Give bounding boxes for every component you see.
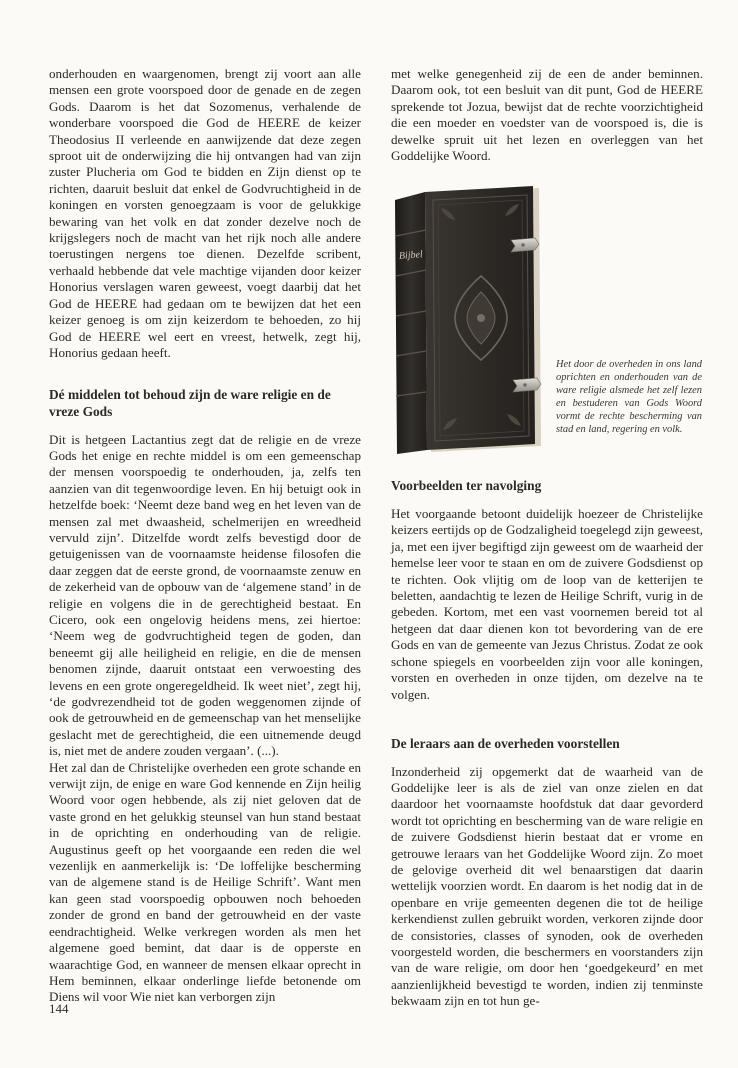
spine-title: Bijbel [398,249,424,262]
left-paragraph-1: onderhouden en waargenomen, brengt zij voort aan alle mensen een grote voorspoed door de genade en de zegen Gods. Daarom is het dat Sozomenus, verhalende de wonderbare voorspoed die God de HEERE de keizer Theodosius II verleende en aanwijzende dat deze zegen sproot uit de onderwijzing die hij ontvangen had van zijn zuster Plucheria om God te bidden en Zijn dienst op te richten, daaruit besluit dat enkel de Godvruchtigheid in de koningen en vorsten genoegzaam is voor de gelukkige bewaring van het volk en dat zonder dezelve noch de krijgslegers noch de macht van het rijk noch alle andere toerustingen nergens toe dienen. Dezelfde scribent, verhaald hebbende dat vele machtige vijanden door keizer Honorius verslagen waren geweest, voegt daarbij dat het God de HEERE had gedaan om te bewijzen dat het een keizer genoeg is om zijn keizerdom te behoeden, zo hij God de HEERE wel eert en vreest, hetwelk, zegt hij, Honorius gedaan heeft. [49,66,361,360]
clasp-top [511,238,539,252]
section-heading-ware-religie: Dé middelen tot behoud zijn de ware religie en de vreze Gods [49,387,331,419]
right-paragraph-3: Inzonderheid zij opgemerkt dat de waarheid van de Goddelijke leer is als de ziel van onze zielen en dat daardoor het voornaamste hoofdstuk dat daar gevorderd wordt tot oprichting en bescherming van de ware religie en de zuivere Godsdienst hierin bestaat dat er vrome en getrouwe leraars van het Goddelijke Woord zijn. Zo moet de gelovige overheid dit wel benaarstigen dat daarin wettelijk voorzien wordt. En daarom is het nodig dat in de openbare en vrije gemeenten degenen die tot de heilige kerkendienst zullen gebruikt worden, verkoren zijnde door de consistories, classes of synoden, ook de overheden voorgesteld worden, die beschermers en voorstanders zijn van de ware religie, om door hen ‘goedgekeurd’ en met aanzienlijkheid bevestigd te worden, indien zij tenminste bekwaam zijn en tot hun ge- [391,763,703,1009]
right-paragraph-2: Het voorgaande betoont duidelijk hoezeer de Christelijke keizers eertijds op de Godzaligheid toegelegd zijn geweest, ja, met een ijver begiftigd zijn geweest om de waarheid der hemelse leer voor te staan en om de zuivere Godsdienst op te richten. Ook vlijtig om de loop van de ketterijen te beletten, aandachtig te lezen de Heilige Schrift, vurig in de gebeden. Kortom, met een vast voornemen bereid tot al hetgeen dat daar dienen kon tot bevordering van de ere Gods en van de gemeente van Jezus Christus. Zodat ze ook schone spiegels en voorbeelden zijn voor alle koningen, vorsten en overheden in onze tijden, om dezelve na te volgen. [391,506,703,702]
left-paragraph-2: Dit is hetgeen Lactantius zegt dat de religie en de vreze Gods het enige en rechte middel is om een gemeenschap der mensen voorspoedig te onderhouden, ja, zelfs ten aanzien van dit tegenwoordige leven. En hij betuigt ook in hetzelfde boek: ‘Neemt deze band weg en het leven van de mensen zal met dwaasheid, schelmerijen en wreedheid vervuld zijn’. Ditzelfde wordt zelfs bevestigd door de getuigenissen van de voornaamste heidense filosofen die daar zeggen dat de eerste grond, de voornaamste zenuw en de zekerheid van de opbouw van de ‘algemene stand’ in de religie en volgens die in de gerechtigheid bestaat. En Cicero, ook een ongelovig heidens mens, zei hiertoe: ‘Neem weg de godvruchtigheid tegen de goden, dan beneemt gij alle heiligheid en religie, en die de mensen benomen zijnde, daaruit ontstaat een verwoesting des levens en een grote ongeregeldheid. Ik weet niet’, zegt hij, ‘de godvrezendheid tot de goden weggenomen zijnde of ook de getrouwheid en de gemeenschap van het menselijke geslacht met de gerechtigheid, die een uitnemende deugd is, niet met de andere zouden vergaan’. (...). [49,431,361,759]
section-heading-voorbeelden: Voorbeelden ter navolging [391,478,542,494]
figure-caption: Het door de overheden in ons land oprichten en onderhouden van de ware religie alsmede het zelf lezen en bestuderen van Gods Woord vormt de rechte bescherming van stad en land, regering en volk. [556,359,702,436]
bible-book-image [391,184,546,456]
left-column [49,66,361,1006]
right-paragraph-1: met welke genegenheid zij de een de ander beminnen. Daarom ook, tot een besluit van dit punt, God de HEERE sprekende tot Jozua, bewijst dat de rechte voorzichtigheid die een moeder en voedster van de voorspoed is, die is dewelke spruit uit het lezen en overleggen van het Goddelijke Woord. [391,66,703,164]
clasp-bottom [513,378,541,392]
left-paragraph-3: Het zal dan de Christelijke overheden een grote schande en verwijt zijn, de enige en ware God kennende en Zijn heilig Woord voor ogen hebbende, als zij niet geloven dat de vaste grond en het gelukkig steunsel van hun stand bestaat in de oprichting en onderhouding van de religie. Augustinus geeft op het voorgaande een reden die wel vezenlijk en aanmerkelijk is: ‘De loffelijke bescherming van de algemene stand is de Heilige Schrift’. Want men kan geen stad voorspoedig opbouwen noch behoeden zonder de grond en band der getrouwheid en der vaste eendrachtigheid. Welke verkregen worden als men het algemene goed bemint, dat daar is de opperste en waarachtige God, en wanneer de mensen elkaar oprecht in Hem beminnen, elkaar onderlinge liefde betonende om Diens wil voor Wie niet kan verborgen zijn [49,759,361,1005]
section-heading-leraars: De leraars aan de overheden voorstellen [391,735,620,751]
page-number: 144 [49,1001,69,1016]
